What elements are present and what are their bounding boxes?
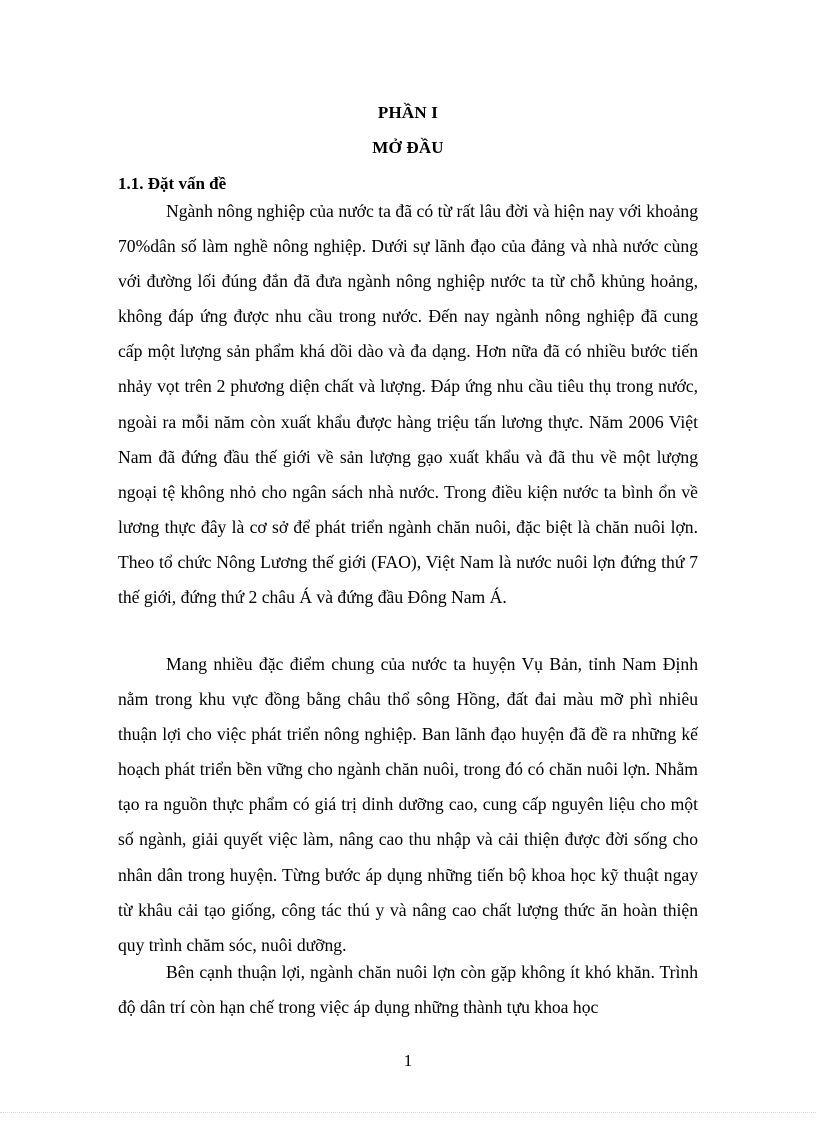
section-heading: 1.1. Đặt vấn đề [118, 174, 227, 193]
body-paragraph-3: Bên cạnh thuận lợi, ngành chăn nuôi lợn còn gặp không ít khó khăn. Trình độ dân trí còn hạn chế trong việc áp dụng những thành tựu khoa học [118, 962, 698, 1018]
body-paragraph-1: Ngành nông nghiệp của nước ta đã có từ rất lâu đời và hiện nay với khoảng 70%dân số làm nghề nông nghiệp. Dưới sự lãnh đạo của đảng và nhà nước cùng với đường lối đúng đắn đã đưa ngành nông nghiệp nước ta từ chỗ khủng hoảng, không đáp ứng được nhu cầu trong nước. Đến nay ngành nông nghiệp đã cung cấp một lượng sản phẩm khá dồi dào và đa dạng. Hơn nữa đã có nhiều bước tiến nhảy vọt trên 2 phương diện chất và lượng. Đáp ứng nhu cầu tiêu thụ trong nước, ngoài ra mỗi năm còn xuất khẩu được hàng triệu tấn lương thực. Năm 2006 Việt Nam đã đứng đầu thế giới về sản lượng gạo xuất khẩu và đã thu về một lượng ngoại tệ không nhỏ cho ngân sách nhà nước. Trong điều kiện nước ta bình ổn về lương thực đây là cơ sở để phát triển ngành chăn nuôi, đặc biệt là chăn nuôi lợn. Theo tổ chức Nông Lương thế giới (FAO), Việt Nam là nước nuôi lợn đứng thứ 7 thế giới, đứng thứ 2 châu Á và đứng đầu Đông Nam Á. [118, 201, 698, 608]
page-bottom-divider [0, 1112, 816, 1113]
part-label: PHẦN I [377, 103, 439, 122]
body-paragraph-2: Mang nhiều đặc điểm chung của nước ta huyện Vụ Bản, tỉnh Nam Định nằm trong khu vực đồng bằng châu thổ sông Hồng, đất đai màu mỡ phì nhiêu thuận lợi cho việc phát triển nông nghiệp. Ban lãnh đạo huyện đã đề ra những kế hoạch phát triển bền vững cho ngành chăn nuôi, trong đó có chăn nuôi lợn. Nhằm tạo ra nguồn thực phẩm có giá trị dinh dưỡng cao, cung cấp nguyên liệu cho một số ngành, giải quyết việc làm, nâng cao thu nhập và cải thiện được đời sống cho nhân dân trong huyện. Từng bước áp dụng những tiến bộ khoa học kỹ thuật ngay từ khâu cải tạo giống, công tác thú y và nâng cao chất lượng thức ăn hoàn thiện quy trình chăm sóc, nuôi dưỡng. [118, 654, 698, 955]
part-title: MỞ ĐẦU [372, 138, 444, 157]
page-number: 1 [403, 1051, 413, 1070]
